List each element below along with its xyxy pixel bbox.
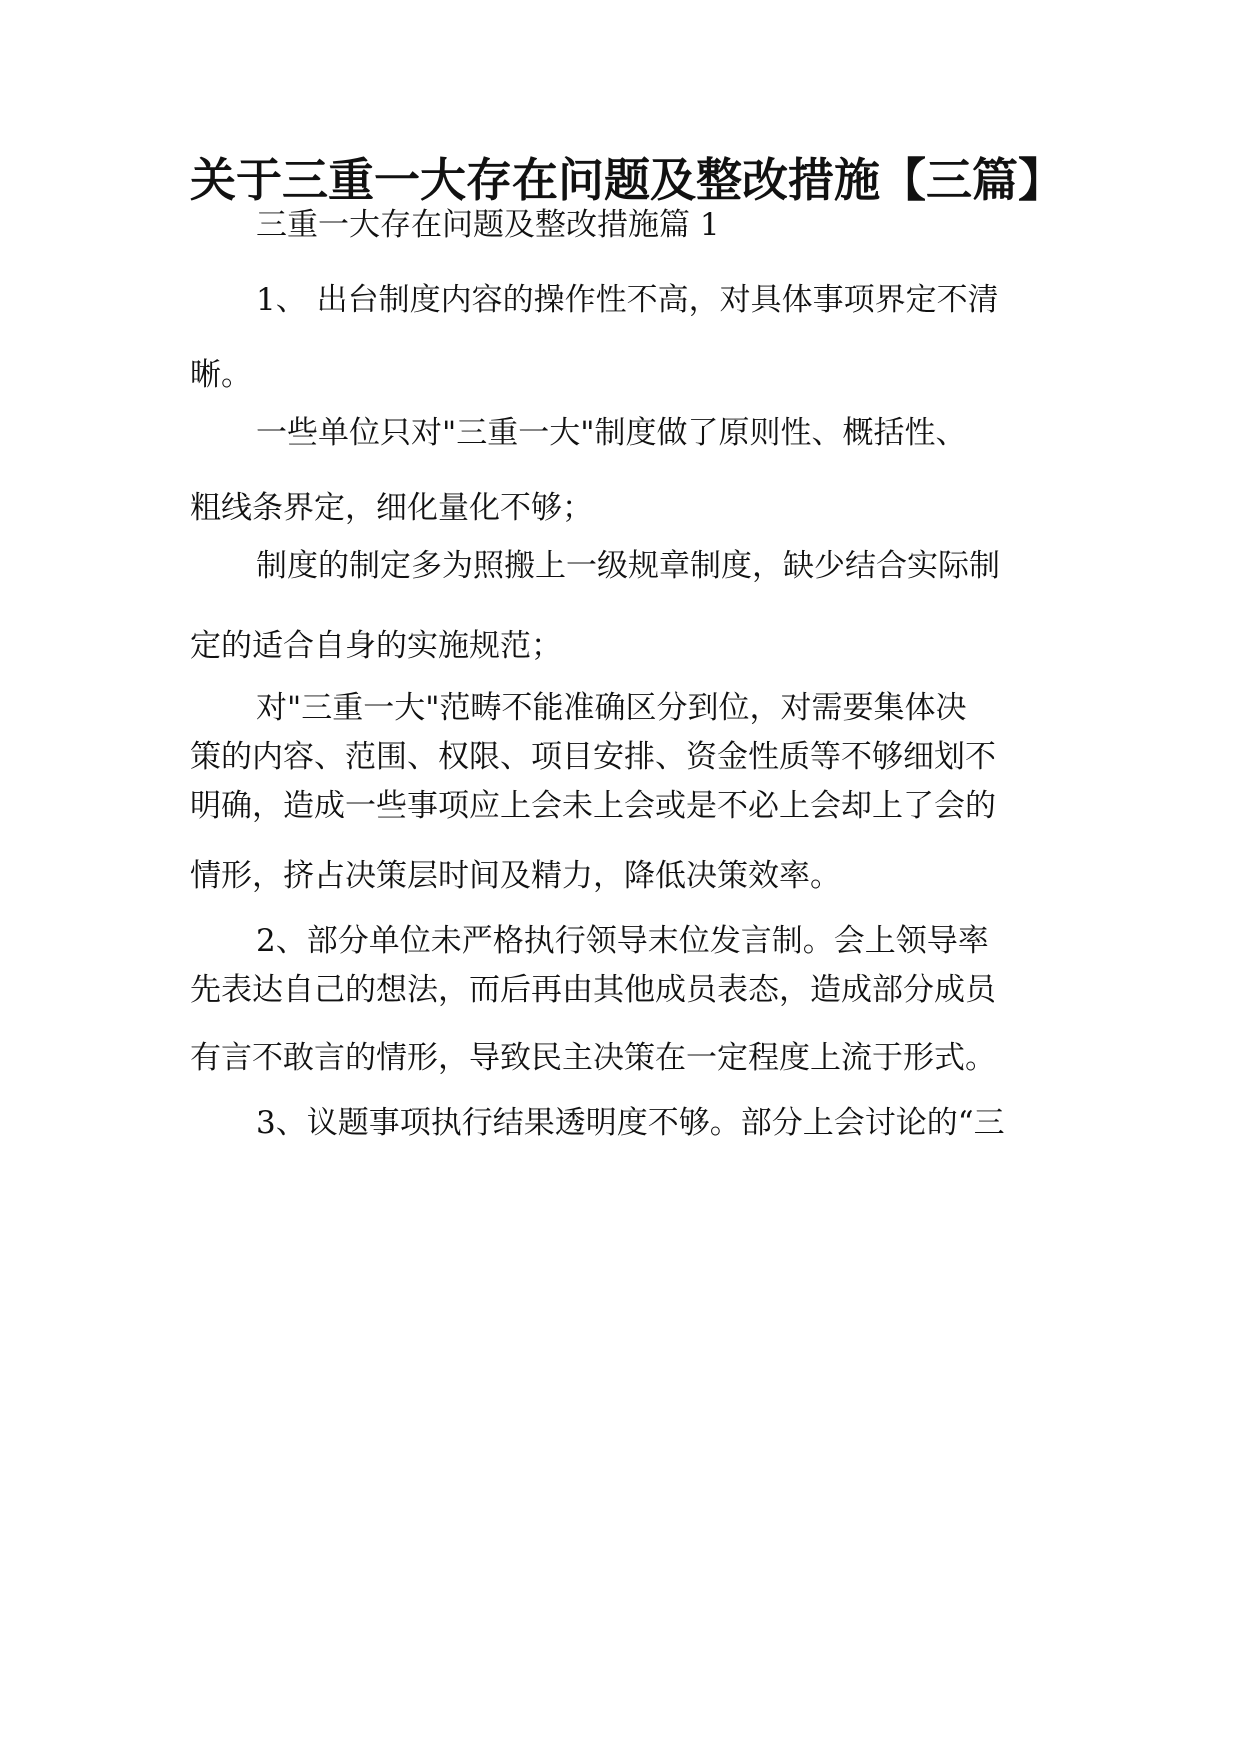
- paragraph-line: 情形，挤占决策层时间及精力，降低决策效率。: [190, 858, 841, 894]
- paragraph-line: 1、 出台制度内容的操作性不高，对具体事项界定不清: [256, 282, 999, 318]
- paragraph-line: 制度的制定多为照搬上一级规章制度，缺少结合实际制: [256, 548, 1000, 584]
- paragraph-line: 一些单位只对"三重一大"制度做了原则性、概括性、: [256, 415, 967, 451]
- paragraph-line: 对"三重一大"范畴不能准确区分到位，对需要集体决: [256, 690, 967, 726]
- document-title: 关于三重一大存在问题及整改措施【三篇】: [190, 153, 1064, 207]
- section-heading: 三重一大存在问题及整改措施篇 1: [256, 207, 720, 243]
- paragraph-line: 粗线条界定，细化量化不够；: [190, 490, 593, 526]
- paragraph-line: 明确，造成一些事项应上会未上会或是不必上会却上了会的: [190, 788, 996, 824]
- paragraph-line: 定的适合自身的实施规范；: [190, 628, 562, 664]
- paragraph-line: 晰。: [190, 357, 252, 393]
- paragraph-line: 有言不敢言的情形，导致民主决策在一定程度上流于形式。: [190, 1040, 996, 1076]
- paragraph-line: 2、部分单位未严格执行领导末位发言制。会上领导率: [256, 923, 989, 959]
- paragraph-line: 3、议题事项执行结果透明度不够。部分上会讨论的“三: [256, 1105, 1005, 1141]
- paragraph-line: 策的内容、范围、权限、项目安排、资金性质等不够细划不: [190, 739, 996, 775]
- paragraph-line: 先表达自己的想法，而后再由其他成员表态，造成部分成员: [190, 972, 996, 1008]
